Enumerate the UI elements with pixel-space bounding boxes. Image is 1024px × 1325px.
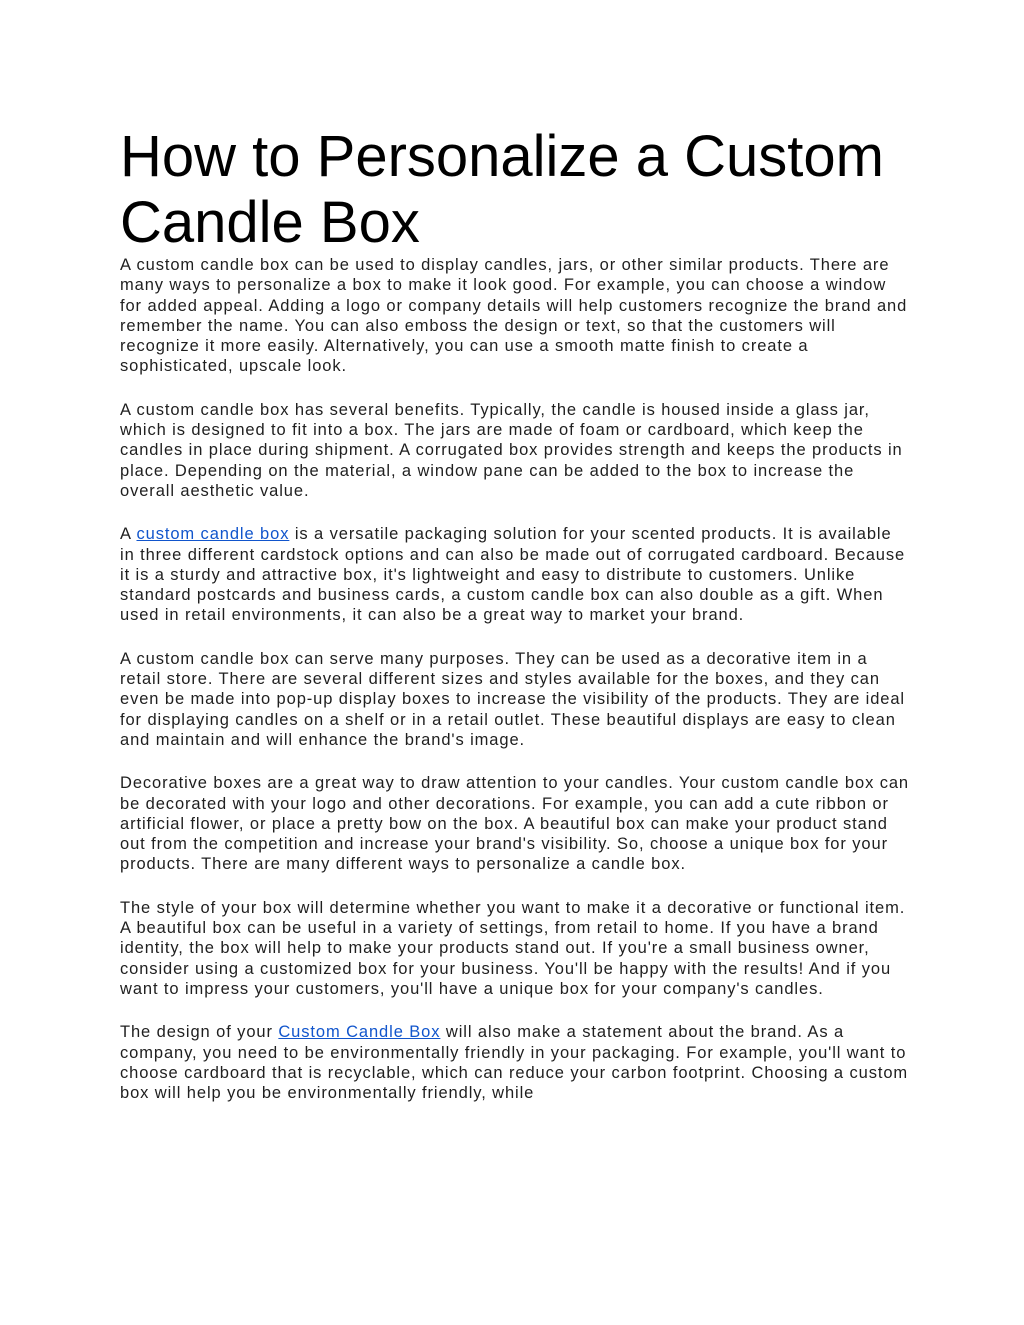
paragraph-benefits: A custom candle box has several benefits. Typically, the candle is housed inside a glass jar, which is designed to fit into a box. The jars are made of foam or cardboard, which keep the candles in place during shipment. A corrugated box provides strength and keeps the products in place. Depending on the material, a window pane can be added to the box to increase the overall aesthetic value. bbox=[120, 400, 903, 500]
custom-candle-box-link[interactable]: custom candle box bbox=[136, 525, 290, 544]
paragraph-text-before-link: A bbox=[120, 525, 137, 544]
paragraph-design bbox=[120, 1022, 910, 1103]
document-page bbox=[120, 120, 910, 1126]
paragraph-style: The style of your box will determine whether you want to make it a decorative or functional item. A beautiful box can be useful in a variety of settings, from retail to home. If you have a brand identity, the box will help to make your products stand out. If you're a small business owner, consider using a customized box for your business. You'll be happy with the results! And if you want to impress your customers, you'll have a unique box for your company's candles. bbox=[120, 898, 906, 998]
paragraph-versatile bbox=[120, 524, 910, 625]
page-title: How to Personalize a Custom Candle Box bbox=[120, 124, 884, 255]
paragraph-decorative: Decorative boxes are a great way to draw attention to your candles. Your custom candle box can be decorated with your logo and other decorations. For example, you can add a cute ribbon or artificial flower, or place a pretty bow on the box. A beautiful box can make your product stand out from the competition and increase your brand's visibility. So, choose a unique box for your products. There are many different ways to personalize a candle box. bbox=[120, 774, 910, 874]
paragraph-text-after-link: is a versatile packaging solution for your scented products. It is available in three different cardstock options and can also be made out of corrugated cardboard. Because it is a sturdy and attractive box, it's lightweight and easy to distribute to customers. Unlike standard postcards and business cards, a custom candle box can also double as a gift. When used in retail environments, it can also be a great way to market your brand. bbox=[120, 525, 906, 625]
paragraph-text-before-link: The design of your bbox=[120, 1023, 279, 1042]
custom-candle-box-link[interactable]: Custom Candle Box bbox=[278, 1023, 441, 1042]
paragraph-text-after-link: will also make a statement about the brand. As a company, you need to be environmentally friendly in your packaging. For example, you'll want to choose cardboard that is recyclable, which can reduce your carbon footprint. Choosing a custom box will help you be environmentally friendly, while bbox=[120, 1023, 909, 1103]
paragraph-intro: A custom candle box can be used to display candles, jars, or other similar products. There are many ways to personalize a box to make it look good. For example, you can choose a window for added appeal. Adding a logo or company details will help customers recognize the brand and remember the name. You can also emboss the design or text, so that the customers will recognize it more easily. Alternatively, you can use a smooth matte finish to create a sophisticated, upscale look. bbox=[120, 256, 908, 376]
paragraph-purposes: A custom candle box can serve many purposes. They can be used as a decorative item in a retail store. There are several different sizes and styles available for the boxes, and they can even be made into pop-up display boxes to increase the visibility of the products. They are ideal for displaying candles on a shelf or in a retail outlet. These beautiful displays are easy to clean and maintain and will enhance the brand's image. bbox=[120, 649, 905, 749]
